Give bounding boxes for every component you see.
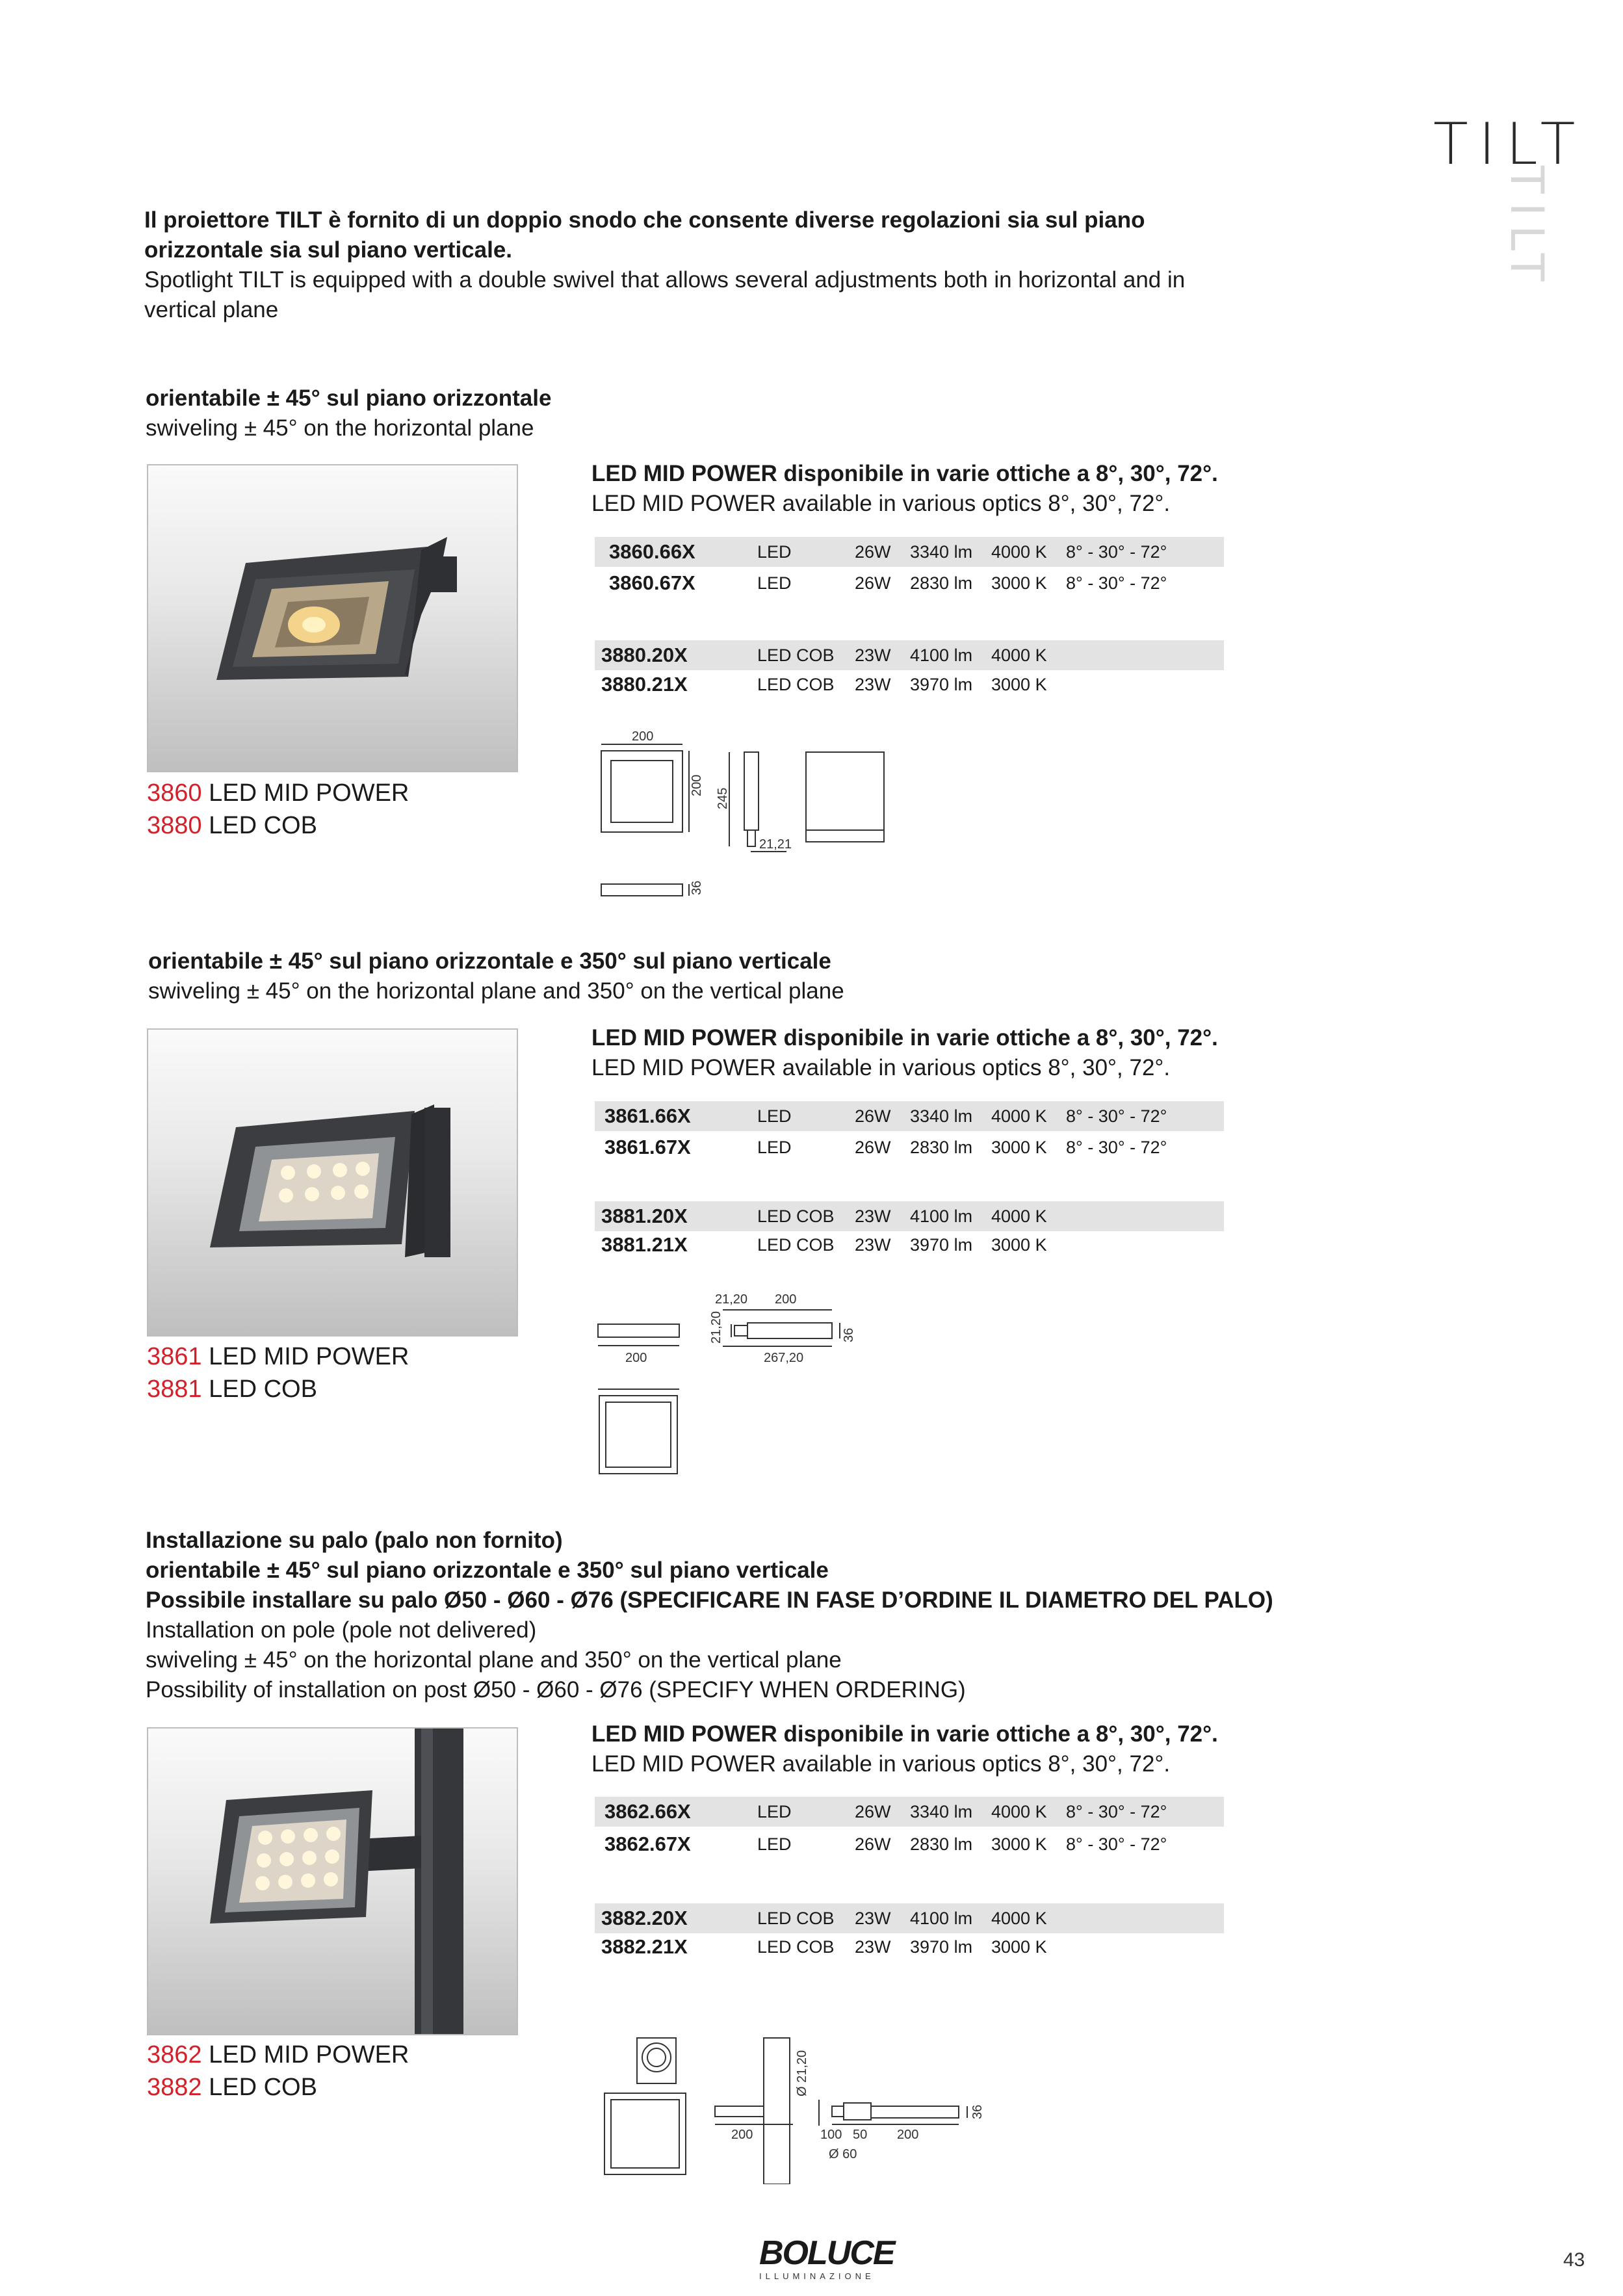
spec-row: 3862.66X LED 26W 3340 lm 4000 K 8° - 30° - 72° (595, 1797, 1224, 1827)
brand-logo: BOLUCE ILLUMINAZIONE (759, 2234, 894, 2281)
dim-label: 36 (842, 1327, 856, 1342)
section-3-heading: Installazione su palo (palo non fornito) orientabile ± 45° sul piano orizzontale e 350° sul piano verticale Possibile installare su palo Ø50 - Ø60 - Ø76 (SPECIFICARE IN FASE D’ORDINE IL DIAMETRO DEL PALO) Installation on pole (pole not delivered) swiveling ± 45° on the horizontal plane and 350° on the vertical plane Possibility of installation on post Ø50 - Ø60 - Ø76 (SPECIFY WHEN ORDERING) (146, 1528, 1273, 1702)
intro-english: Spotlight TILT is equipped with a double swivel that allows several adjustments both in horizontal and in vertical plane (144, 267, 1186, 322)
intro-text (144, 205, 1249, 325)
section-1-optics: LED MID POWER disponibile in varie ottiche a 8°, 30°, 72°. LED MID POWER available in various optics 8°, 30°, 72°. (591, 461, 1218, 516)
section-3-optics: LED MID POWER disponibile in varie ottiche a 8°, 30°, 72°. LED MID POWER available in various optics 8°, 30°, 72°. (591, 1721, 1218, 1777)
section-1-product-codes: 3860 LED MID POWER 3880 LED COB (147, 779, 409, 839)
spotlight-pole-image (148, 1729, 517, 2034)
dim-label: 200 (731, 2128, 753, 2142)
spotlight-image (148, 465, 517, 771)
dim-label: 200 (632, 729, 654, 744)
dim-label: 245 (716, 787, 730, 809)
dim-label: Ø 60 (829, 2147, 857, 2161)
section-2-heading: orientabile ± 45° sul piano orizzontale e 350° sul piano verticale swiveling ± 45° on the horizontal plane and 350° on the vertical plane (148, 948, 844, 1004)
section-2-product-codes: 3861 LED MID POWER 3881 LED COB (147, 1343, 409, 1403)
dim-label: 36 (690, 880, 704, 895)
spec-row: 3882.20X LED COB 23W 4100 lm 4000 K (595, 1903, 1224, 1933)
dim-label: 100 (820, 2128, 842, 2142)
spec-row: 3861.67X LED 26W 2830 lm 3000 K 8° - 30° - 72° (604, 1136, 1167, 1158)
spec-row: 3882.21X LED COB 23W 3970 lm 3000 K (601, 1935, 1047, 1958)
dim-label: 21,20 (715, 1292, 748, 1307)
section-2-optics: LED MID POWER disponibile in varie ottiche a 8°, 30°, 72°. LED MID POWER available in various optics 8°, 30°, 72°. (591, 1025, 1218, 1080)
spec-row: 3862.67X LED 26W 2830 lm 3000 K 8° - 30° - 72° (604, 1833, 1167, 1855)
title-watermark: TILT (1500, 166, 1553, 291)
spec-row: 3861.66X LED 26W 3340 lm 4000 K 8° - 30° - 72° (595, 1101, 1224, 1131)
dim-label: Ø 21,20 (795, 2050, 809, 2096)
dim-label: 200 (775, 1292, 797, 1307)
spec-row: 3881.21X LED COB 23W 3970 lm 3000 K (601, 1233, 1047, 1256)
page-title: TILT (1433, 111, 1586, 177)
dim-label: 21,21 (759, 837, 792, 852)
section-1-heading: orientabile ± 45° sul piano orizzontale swiveling ± 45° on the horizontal plane (146, 385, 552, 441)
page-number: 43 (1563, 2249, 1585, 2271)
spec-row: 3880.20X LED COB 23W 4100 lm 4000 K (595, 640, 1224, 670)
dim-label: 200 (690, 774, 704, 796)
dim-label: 200 (897, 2128, 919, 2142)
spec-row: 3880.21X LED COB 23W 3970 lm 3000 K (601, 673, 1047, 696)
section-3-product-codes: 3862 LED MID POWER 3882 LED COB (147, 2041, 409, 2101)
spec-row: 3860.66X LED 26W 3340 lm 4000 K 8° - 30° - 72° (595, 537, 1224, 567)
section-2-technical-drawing (585, 1284, 884, 1498)
dim-label: 50 (853, 2128, 868, 2142)
spec-row: 3860.67X LED 26W 2830 lm 3000 K 8° - 30° - 72° (609, 571, 1167, 594)
spec-row: 3881.20X LED COB 23W 4100 lm 4000 K (595, 1201, 1224, 1231)
dim-label: 267,20 (764, 1351, 804, 1365)
section-3-technical-drawing (585, 2028, 1014, 2184)
section-2-photo (147, 1028, 518, 1337)
dim-label: 36 (970, 2104, 985, 2119)
section-3-photo (147, 1727, 518, 2035)
dim-label: 200 (625, 1351, 647, 1365)
section-1-technical-drawing (585, 725, 897, 913)
dim-label: 21,20 (709, 1311, 723, 1344)
spotlight-image (148, 1030, 517, 1335)
intro-italian: Il proiettore TILT è fornito di un doppio snodo che consente diverse regolazioni sia sul piano orizzontale sia sul piano verticale. (144, 207, 1145, 263)
section-1-photo (147, 464, 518, 772)
